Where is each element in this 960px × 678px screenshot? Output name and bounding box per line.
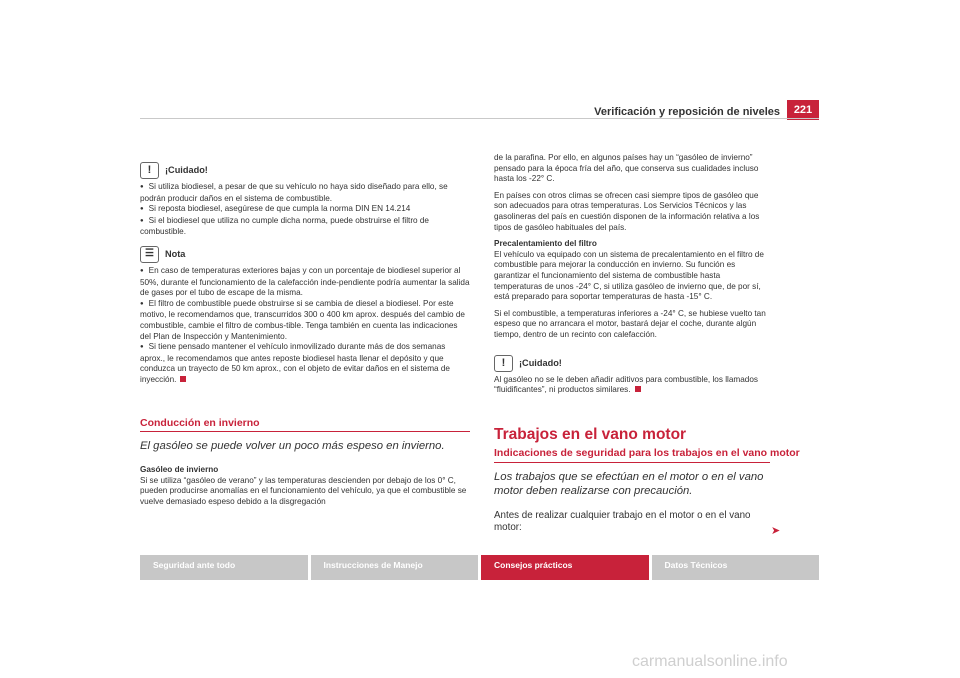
paragraph: de la parafina. Por ello, en algunos países hay un “gasóleo de invierno” pensado para la época fría del año, que conserva sus cualidades incluso hasta los -22° C. <box>494 153 759 184</box>
note-item: ● El filtro de combustible puede obstruirse si se cambia de diesel a biodiesel. Por este motivo, le recomendamos que, transcurridos 300 o 400 km aprox. después del cambio de combustible, cambie el filtro de combus-tible. Tenga también en cuenta las indicaciones del Plan de Inspección y Mantenimiento. <box>140 299 470 342</box>
paragraph: Si el combustible, a temperaturas inferiores a -24° C, se hubiese vuelto tan espeso que no arrancara el motor, bastará dejar el coche, durante algún tiempo, dentro de un recinto con calefacción. <box>494 308 766 339</box>
note-item: ● Si tiene pensado mantener el vehículo inmovilizado durante más de dos semanas aprox., le recomendamos que antes reposte biodiesel hasta llenar el depósito y que conduzca un trayecto de 50 km aprox., con el objeto de evitar daños en el sistema de inyección. <box>140 342 470 385</box>
safety-lead-text: Antes de realizar cualquier trabajo en el motor o en el vano motor: <box>494 509 751 533</box>
header-title: Verificación y reposición de niveles <box>594 106 780 118</box>
warning-icon: ! <box>494 355 513 372</box>
footer-tab-technical[interactable]: Datos Técnicos <box>652 555 820 580</box>
note-icon: ☰ <box>140 246 159 263</box>
page-number: 221 <box>787 100 819 120</box>
left-column <box>140 160 470 507</box>
header-divider <box>140 118 819 119</box>
caution-title: ¡Cuidado! <box>519 357 562 368</box>
footer-tab-instructions[interactable]: Instrucciones de Manejo <box>311 555 479 580</box>
note-notice <box>140 246 470 263</box>
section-subtitle-winter: El gasóleo se puede volver un poco más espeso en invierno. <box>140 440 445 453</box>
end-marker <box>635 386 641 392</box>
paragraph: En países con otros climas se ofrecen casi siempre tipos de gasóleo que son adecuados para otras temperaturas. Los Servicios Técnicos y las gasolineras del país en cuestión disponen de la información relativa a los tipos de gasóleo habituales del país. <box>494 190 760 232</box>
caution-text: Al gasóleo no se le deben añadir aditivos para combustible, los llamados “fluidificantes”, ni productos similares. <box>494 374 758 395</box>
preheat-text: El vehículo va equipado con un sistema de precalentamiento en el filtro de combustible para mejorar la conducción en invierno. Su función es garantizar el funcionamiento del sistema de combustible hasta temperaturas de unos -24° C, si utiliza gasóleo de invierno que, de por sí, está preparado para soportar temperaturas de hasta -15° C. <box>494 249 764 302</box>
note-item: ● En caso de temperaturas exteriores bajas y con un porcentaje de biodiesel superior al 50%, durante el funcionamiento de la calefacción inde-pendiente podría aumentar la salida de gases por el tubo de escape de la misma. <box>140 266 470 299</box>
preheat-heading: Precalentamiento del filtro <box>494 239 597 249</box>
chapter-title: Trabajos en el vano motor <box>494 425 687 443</box>
note-title: Nota <box>165 249 186 260</box>
footer-nav <box>140 555 819 580</box>
caution-item: ● Si utiliza biodiesel, a pesar de que su vehículo no haya sido diseñado para ello, se podrán producir daños en el sistema de combustible. <box>140 182 470 204</box>
footer-tab-tips[interactable]: Consejos prácticos <box>481 555 649 580</box>
warning-icon: ! <box>140 162 159 179</box>
end-marker <box>180 376 186 382</box>
caution-notice-1 <box>140 162 470 179</box>
caution-title: ¡Cuidado! <box>165 165 208 176</box>
winter-diesel-text: Si se utiliza “gasóleo de verano” y las temperaturas descienden por debajo de los 0° C, pueden producirse anomalías en el funcionamiento del vehículo, ya que el combustible se vuelve demasiado espeso debido a la disgregación <box>140 475 467 506</box>
right-column <box>494 153 800 534</box>
safety-section-title: Indicaciones de seguridad para los trabajos en el vano motor <box>494 448 770 463</box>
watermark: carmanualsonline.info <box>632 653 788 670</box>
caution-item: ● Si reposta biodiesel, asegúrese de que cumpla la norma DIN EN 14.214 <box>140 204 470 216</box>
section-title-winter: Conducción en invierno <box>140 418 470 433</box>
winter-diesel-heading: Gasóleo de invierno <box>140 465 219 475</box>
footer-tab-safety[interactable]: Seguridad ante todo <box>140 555 308 580</box>
caution-notice-2 <box>494 355 770 372</box>
continue-arrow-icon: ➤ <box>771 525 781 537</box>
safety-section-subtitle: Los trabajos que se efectúan en el motor o en el vano motor deben realizarse con precaución. <box>494 470 764 497</box>
caution-item: ● Si el biodiesel que utiliza no cumple dicha norma, puede obstruirse el filtro de combustible. <box>140 216 470 238</box>
